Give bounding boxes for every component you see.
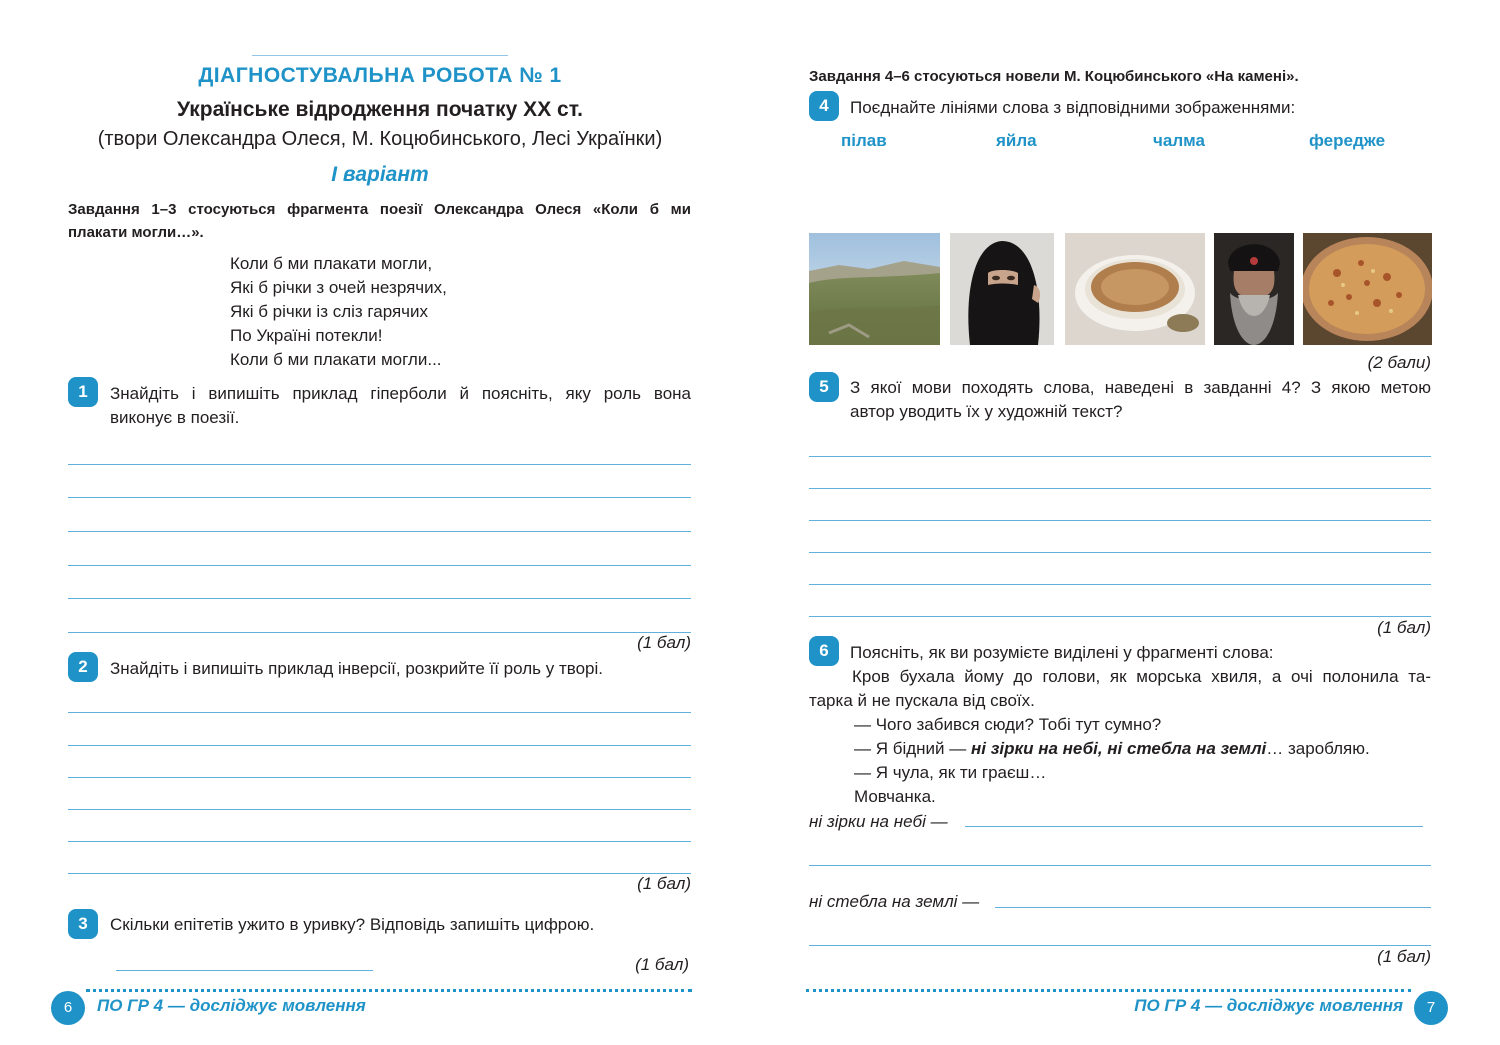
task-4-text: Поєднайте лініями слова з відповідними зображеннями: xyxy=(850,98,1296,117)
tasks-intro-line2: плакати могли…». xyxy=(68,224,204,241)
poem-line: Коли б ми плакати могли... xyxy=(230,350,442,369)
task-2-text: Знайдіть і випишіть приклад інверсії, розкрийте її роль у творі. xyxy=(110,659,603,678)
answer-line[interactable] xyxy=(809,552,1431,553)
task-1-score: (1 бал) xyxy=(637,633,691,652)
variant-label: І варіант xyxy=(331,163,429,186)
footer-competence: ПО ГР 4 — досліджує мовлення xyxy=(97,996,366,1015)
answer-line[interactable] xyxy=(965,826,1423,827)
answer-line[interactable] xyxy=(809,584,1431,585)
tasks-intro xyxy=(68,198,691,244)
footer-dotted-rule xyxy=(86,989,692,992)
task-number-4: 4 xyxy=(809,91,839,121)
poem-line: По Україні потекли! xyxy=(230,326,383,345)
hijab-woman-photo xyxy=(950,233,1054,345)
answer-line[interactable] xyxy=(809,520,1431,521)
task-5-score: (1 бал) xyxy=(1377,618,1431,637)
page-number: 6 xyxy=(51,991,85,1025)
answer-line[interactable] xyxy=(68,464,691,465)
pilaf-photo xyxy=(1303,233,1432,345)
poem-line: Які б річки з очей незрячих, xyxy=(230,278,447,297)
dialogue-line xyxy=(809,737,1431,761)
dialogue-text: — Я бідний — xyxy=(854,739,971,758)
task-number-1: 1 xyxy=(68,377,98,407)
poem-line: Коли б ми плакати могли, xyxy=(230,254,433,273)
worksheet-subtitle: Українське відродження початку XX ст. xyxy=(177,98,583,121)
dialogue-text: … заробляю. xyxy=(1266,739,1370,758)
answer-line[interactable] xyxy=(116,970,373,971)
tasks-intro: Завдання 4–6 стосуються новели М. Коцюбинського «На камені». xyxy=(809,68,1299,85)
footer-competence: ПО ГР 4 — досліджує мовлення xyxy=(1134,996,1403,1015)
poem xyxy=(230,252,447,372)
answer-line[interactable] xyxy=(809,456,1431,457)
tasks-intro-line1: Завдання 1–3 стосуються фрагмента поезії Олександра Олеся «Коли б ми xyxy=(68,201,691,218)
footer-dotted-rule xyxy=(806,989,1411,992)
task-1-line2: виконує в поезії. xyxy=(110,408,240,427)
match-word: фередже xyxy=(1309,131,1386,150)
worksheet-title: ДІАГНОСТУВАЛЬНА РОБОТА № 1 xyxy=(198,64,562,87)
task-6-score: (1 бал) xyxy=(1377,947,1431,966)
phrase-label-1: ні зірки на небі — xyxy=(809,812,948,831)
task-4-score: (2 бали) xyxy=(1367,353,1431,372)
answer-line[interactable] xyxy=(68,531,691,532)
answer-line[interactable] xyxy=(809,616,1431,617)
task-number-3: 3 xyxy=(68,909,98,939)
answer-line[interactable] xyxy=(68,777,691,778)
answer-line[interactable] xyxy=(68,598,691,599)
task-1-text xyxy=(110,382,691,430)
page-number: 7 xyxy=(1414,991,1448,1025)
task-5-line2: автор уводить їх у художній текст? xyxy=(850,402,1123,421)
poem-line: Які б річки із сліз гарячих xyxy=(230,302,429,321)
answer-line[interactable] xyxy=(68,809,691,810)
fragment-line: Кров бухала йому до голови, як морська хвиля, а очі полонила та- xyxy=(852,667,1431,686)
answer-line[interactable] xyxy=(809,945,1431,946)
silence-line: Мовчанка. xyxy=(854,787,936,806)
coffee-cup-photo xyxy=(1065,233,1205,345)
task-number-6: 6 xyxy=(809,636,839,666)
answer-line[interactable] xyxy=(809,865,1431,866)
match-word: чалма xyxy=(1153,131,1205,150)
landscape-photo xyxy=(809,233,940,345)
dialogue-line: — Я чула, як ти граєш… xyxy=(854,763,1047,782)
task-2-score: (1 бал) xyxy=(637,874,691,893)
task-6-fragment xyxy=(809,665,1431,809)
task-5-line1: З якої мови походять слова, наведені в завданні 4? З якою метою xyxy=(850,378,1431,397)
answer-line[interactable] xyxy=(68,565,691,566)
task-3-score: (1 бал) xyxy=(635,955,689,974)
turban-man-photo xyxy=(1214,233,1294,345)
dialogue-line: — Чого забився сюди? Тобі тут сумно? xyxy=(854,715,1162,734)
highlighted-phrase: ні зірки на небі, ні стебла на землі xyxy=(970,739,1267,758)
task-5-text xyxy=(850,376,1431,424)
works-list: (твори Олександра Олеся, М. Коцюбинського, Лесі Українки) xyxy=(97,128,663,150)
task-6-text: Поясніть, як ви розумієте виділені у фрагменті слова: xyxy=(850,643,1274,662)
answer-line[interactable] xyxy=(68,745,691,746)
answer-line[interactable] xyxy=(68,497,691,498)
answer-line[interactable] xyxy=(995,907,1431,908)
task-number-5: 5 xyxy=(809,372,839,402)
title-rule xyxy=(252,55,508,56)
right-page xyxy=(750,0,1500,1045)
task-3-text: Скільки епітетів ужито в уривку? Відповідь запишіть цифрою. xyxy=(110,915,595,934)
task-number-2: 2 xyxy=(68,652,98,682)
answer-line[interactable] xyxy=(68,712,691,713)
fragment-line: тарка й не пускала від своїх. xyxy=(809,691,1035,710)
answer-line[interactable] xyxy=(68,841,691,842)
match-word: пілав xyxy=(841,131,887,150)
match-word: яйла xyxy=(996,131,1037,150)
answer-line[interactable] xyxy=(809,488,1431,489)
task-1-line1: Знайдіть і випишіть приклад гіперболи й поясніть, яку роль вона xyxy=(110,384,691,403)
phrase-label-2: ні стебла на землі — xyxy=(809,892,980,911)
